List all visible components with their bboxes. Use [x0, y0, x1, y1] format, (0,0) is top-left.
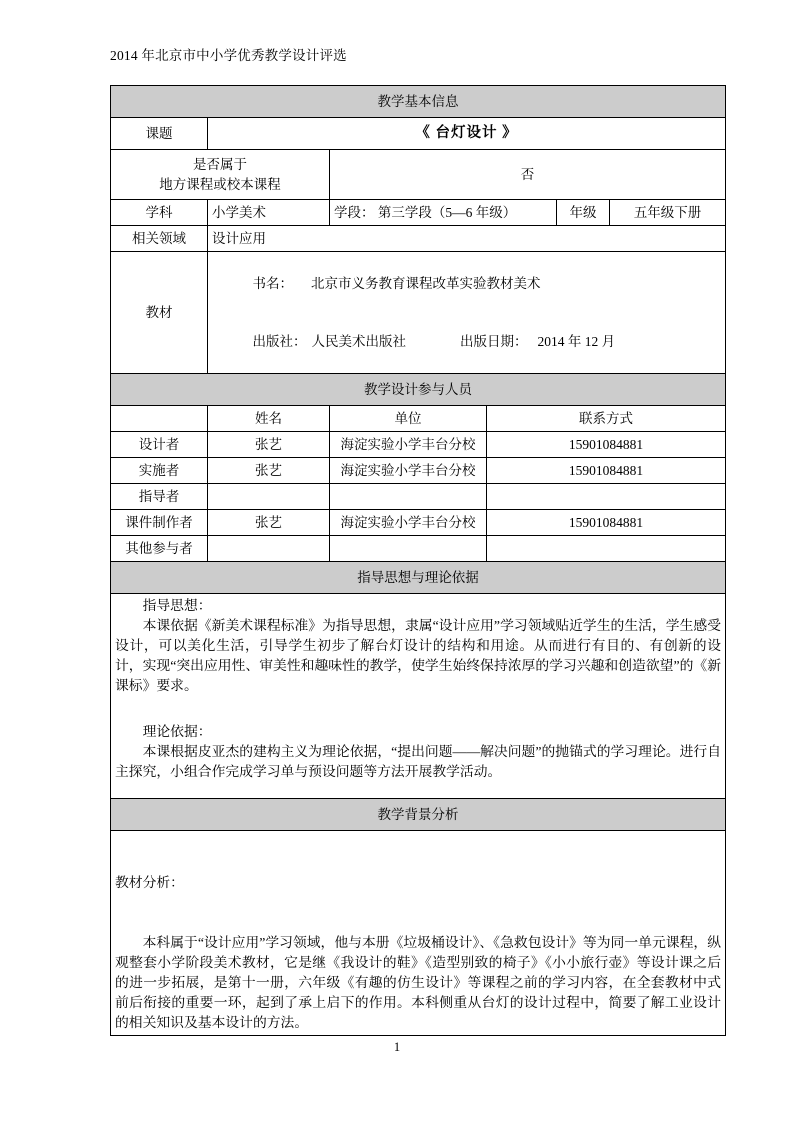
section-header-basic-info: 教学基本信息 [111, 86, 726, 118]
value-grade: 五年级下册 [610, 200, 726, 226]
participants-col-blank [111, 406, 208, 432]
guiding-sub1-title: 指导思想： [142, 598, 212, 614]
table-row [111, 510, 726, 536]
participant-name-1: 张艺 [208, 458, 330, 484]
table-row [111, 594, 726, 799]
participant-unit-0: 海淀实验小学丰台分校 [330, 432, 487, 458]
background-sub1-body: 本科属于“设计应用”学习领域，他与本册《垃圾桶设计》、《急救包设计》等为同一单元课程，纵观整套小学阶段美术教材，它是继《我设计的鞋》《造型别致的椅子》《小小旅行壶》等设计课之后的进一步拓展，是第十一册，六年级《有趣的仿生设计》等课程之前的学习内容，在全套教材中式前后衔接的重要一环，起到了承上启下的作用。本科侧重从台灯的设计过程中，简要了解工业设计的相关知识及基本设计的方法。 [115, 935, 721, 1031]
participant-role-3: 课件制作者 [111, 510, 208, 536]
participant-contact-1: 15901084881 [487, 458, 726, 484]
label-textbook: 教材 [111, 252, 208, 374]
table-row [111, 831, 726, 1036]
table-row [111, 252, 726, 374]
label-topic: 课题 [111, 118, 208, 150]
section-header-background: 教学背景分析 [111, 799, 726, 831]
book-name-value: 北京市义务教育课程改革实验教材美术 [311, 275, 541, 291]
value-related-field: 设计应用 [208, 226, 726, 252]
label-subject: 学科 [111, 200, 208, 226]
table-row [111, 226, 726, 252]
table-row [111, 200, 726, 226]
participant-role-4: 其他参与者 [111, 536, 208, 562]
participant-contact-3: 15901084881 [487, 510, 726, 536]
participant-role-1: 实施者 [111, 458, 208, 484]
participant-contact-2 [487, 484, 726, 510]
participant-role-2: 指导者 [111, 484, 208, 510]
table-row [111, 458, 726, 484]
label-is-local-line2: 地方课程或校本课程 [159, 176, 281, 192]
participants-col-name: 姓名 [208, 406, 330, 432]
label-is-local-course [111, 150, 330, 200]
document-header-line: 2014 年北京市中小学优秀教学设计评选 [110, 48, 347, 63]
table-row [111, 118, 726, 150]
value-is-local-course: 否 [330, 150, 726, 200]
participant-unit-1: 海淀实验小学丰台分校 [330, 458, 487, 484]
table-row [111, 432, 726, 458]
value-topic: 《 台灯设计 》 [208, 118, 726, 150]
table-row [111, 562, 726, 594]
table-row [111, 374, 726, 406]
label-related-field: 相关领域 [111, 226, 208, 252]
guiding-section-body [111, 594, 726, 799]
table-row [111, 484, 726, 510]
guiding-sub1-body: 本课依据《新美术课程标准》为指导思想，隶属“设计应用”学习领域贴近学生的生活，学生感受设计，可以美化生活，引导学生初步了解台灯设计的结构和用途。从而进行有目的、有创新的设计，实现“突出应用性、审美性和趣味性的教学，使学生始终保持浓厚的学习兴趣和创造欲望”的《新课标》要求。 [115, 618, 721, 694]
participants-col-unit: 单位 [330, 406, 487, 432]
participant-contact-0: 15901084881 [487, 432, 726, 458]
page-number: 1 [393, 1040, 401, 1054]
participant-unit-2 [330, 484, 487, 510]
label-grade: 年级 [557, 200, 610, 226]
participant-name-4 [208, 536, 330, 562]
section-header-participants: 教学设计参与人员 [111, 374, 726, 406]
table-row [111, 536, 726, 562]
table-row [111, 86, 726, 118]
value-stage: 学段： 第三学段（5—6 年级） [330, 200, 557, 226]
participant-role-0: 设计者 [111, 432, 208, 458]
textbook-publisher-line [212, 313, 721, 372]
background-spacer-top [115, 833, 721, 873]
guiding-sub2-title: 理论依据： [142, 724, 212, 740]
textbook-name-line [212, 254, 721, 313]
value-textbook [208, 252, 726, 374]
background-sub1-title: 教材分析： [115, 875, 184, 891]
pub-date-label: 出版日期： [460, 334, 528, 350]
lesson-plan-table [110, 85, 726, 1036]
guiding-spacer [115, 696, 721, 722]
guiding-sub2-body: 本课根据皮亚杰的建构主义为理论依据，“提出问题——解决问题”的抛锚式的学习理论。进行自主探究，小组合作完成学习单与预设问题等方法开展教学活动。 [115, 744, 721, 780]
participant-name-0: 张艺 [208, 432, 330, 458]
participant-contact-4 [487, 536, 726, 562]
pub-date-value: 2014 年 12 月 [537, 334, 616, 350]
value-subject: 小学美术 [208, 200, 330, 226]
table-row [111, 150, 726, 200]
background-section-body [111, 831, 726, 1036]
table-row [111, 406, 726, 432]
label-is-local-line1: 是否属于 [193, 156, 247, 172]
publisher-label: 出版社： [252, 334, 307, 350]
participant-name-2 [208, 484, 330, 510]
section-header-guiding: 指导思想与理论依据 [111, 562, 726, 594]
table-row [111, 799, 726, 831]
participant-unit-3: 海淀实验小学丰台分校 [330, 510, 487, 536]
publisher-value: 人民美术出版社 [311, 334, 406, 350]
book-name-label: 书名： [252, 275, 293, 291]
participant-unit-4 [330, 536, 487, 562]
participants-col-contact: 联系方式 [487, 406, 726, 432]
guiding-spacer-bottom [115, 782, 721, 796]
participant-name-3: 张艺 [208, 510, 330, 536]
background-spacer-mid [115, 893, 721, 933]
